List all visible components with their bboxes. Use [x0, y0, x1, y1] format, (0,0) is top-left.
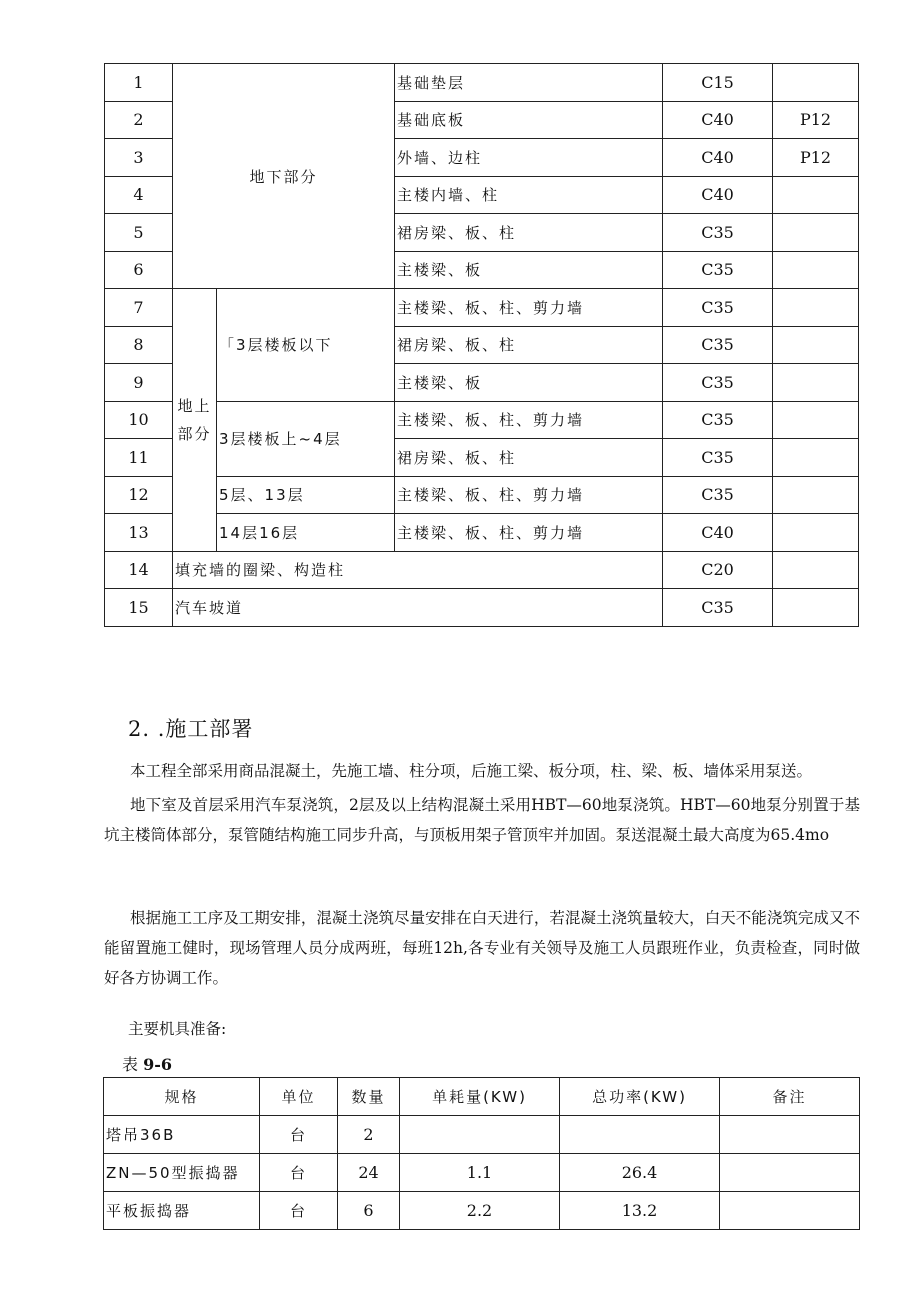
total-power: 26.4 [560, 1154, 720, 1192]
paragraph: 本工程全部采用商品混凝土，先施工墙、柱分项，后施工梁、板分项，柱、梁、板、墙体采用泵送。 [130, 762, 813, 780]
table-row [105, 64, 859, 102]
concrete-grade: C15 [663, 64, 773, 102]
construction-part: 基础底板 [395, 101, 663, 139]
equipment-table [103, 1077, 860, 1230]
note-cell [773, 514, 859, 552]
row-number: 13 [105, 514, 173, 552]
note-cell [773, 326, 859, 364]
equipment-label: 主要机具准备: [128, 1020, 227, 1038]
column-header: 规格 [104, 1078, 260, 1116]
concrete-grade: C35 [663, 364, 773, 402]
row-number: 15 [105, 589, 173, 627]
unit: 台 [260, 1116, 338, 1154]
table-row [105, 289, 859, 327]
total-power: 13.2 [560, 1192, 720, 1230]
concrete-grade: C35 [663, 289, 773, 327]
quantity: 24 [338, 1154, 400, 1192]
unit: 台 [260, 1154, 338, 1192]
concrete-grade: C40 [663, 139, 773, 177]
note-cell: P12 [773, 101, 859, 139]
construction-part: 填充墙的圈梁、构造柱 [173, 551, 663, 589]
table-row [105, 551, 859, 589]
above-ground-label-line-2: 部分 [177, 424, 212, 443]
concrete-grade: C40 [663, 176, 773, 214]
unit-power: 1.1 [400, 1154, 560, 1192]
concrete-grade: C35 [663, 214, 773, 252]
above-ground-section-label [173, 289, 217, 552]
paragraph: 根据施工工序及工期安排，混凝土浇筑尽量安排在白天进行，若混凝土浇筑量较大，白天不能浇筑完成又不能留置施工健时，现场管理人员分成两班，每班12h,各专业有关领导及施工人员跟班作业，负责检查，同时做好各方协调工作。 [104, 909, 860, 987]
row-number: 9 [105, 364, 173, 402]
note-cell: P12 [773, 139, 859, 177]
row-number: 4 [105, 176, 173, 214]
note-cell [720, 1192, 860, 1230]
floor-group: 14层16层 [217, 514, 395, 552]
construction-part: 主楼梁、板、柱、剪力墙 [395, 476, 663, 514]
column-header: 备注 [720, 1078, 860, 1116]
construction-part: 主楼梁、板、柱、剪力墙 [395, 514, 663, 552]
concrete-grade: C40 [663, 514, 773, 552]
construction-part: 主楼梁、板、柱、剪力墙 [395, 401, 663, 439]
row-number: 10 [105, 401, 173, 439]
row-number: 8 [105, 326, 173, 364]
table-caption [122, 1052, 172, 1075]
table-header-row [104, 1078, 860, 1116]
concrete-grade: C35 [663, 476, 773, 514]
note-cell [773, 176, 859, 214]
row-number: 12 [105, 476, 173, 514]
row-number: 6 [105, 251, 173, 289]
note-cell [773, 401, 859, 439]
note-cell [720, 1154, 860, 1192]
table-row [104, 1192, 860, 1230]
underground-section-label: 地下部分 [173, 64, 395, 289]
concrete-grade: C35 [663, 401, 773, 439]
note-cell [773, 439, 859, 477]
equipment-name: 平板振捣器 [104, 1192, 260, 1230]
equipment-name: 塔吊36B [104, 1116, 260, 1154]
construction-part: 汽车坡道 [173, 589, 663, 627]
construction-part: 裙房梁、板、柱 [395, 326, 663, 364]
above-ground-label-line-1: 地上 [177, 396, 212, 415]
construction-part: 主楼梁、板 [395, 251, 663, 289]
quantity: 6 [338, 1192, 400, 1230]
concrete-grade: C35 [663, 251, 773, 289]
note-cell [773, 589, 859, 627]
table-caption-number: 9-6 [143, 1055, 172, 1074]
note-cell [773, 551, 859, 589]
unit: 台 [260, 1192, 338, 1230]
column-header: 数量 [338, 1078, 400, 1116]
row-number: 3 [105, 139, 173, 177]
paragraph: 地下室及首层采用汽车泵浇筑，2层及以上结构混凝土采用HBT—60地泵浇筑。HBT—60地泵分别置于基坑主楼筒体部分，泵管随结构施工同步升高，与顶板用架子管顶牢并加固。泵送混凝土最大高度为65.4mo [104, 796, 860, 844]
table-row [105, 589, 859, 627]
column-header: 单耗量(KW) [400, 1078, 560, 1116]
table-row [105, 401, 859, 439]
concrete-grade: C35 [663, 589, 773, 627]
construction-part: 主楼内墙、柱 [395, 176, 663, 214]
construction-part: 裙房梁、板、柱 [395, 214, 663, 252]
floor-group: 「3层楼板以下 [217, 289, 395, 402]
unit-power: 2.2 [400, 1192, 560, 1230]
table-row [105, 476, 859, 514]
concrete-grade: C35 [663, 326, 773, 364]
floor-group: 5层、13层 [217, 476, 395, 514]
concrete-grade: C40 [663, 101, 773, 139]
construction-part: 主楼梁、板 [395, 364, 663, 402]
note-cell [773, 476, 859, 514]
equipment-name: ZN—50型振捣器 [104, 1154, 260, 1192]
section-heading: 2. .施工部署 [128, 717, 254, 741]
construction-part: 裙房梁、板、柱 [395, 439, 663, 477]
note-cell [773, 251, 859, 289]
note-cell [720, 1116, 860, 1154]
table-row [104, 1116, 860, 1154]
table-row [104, 1154, 860, 1192]
note-cell [773, 214, 859, 252]
construction-part: 基础垫层 [395, 64, 663, 102]
column-header: 总功率(KW) [560, 1078, 720, 1116]
construction-part: 外墙、边柱 [395, 139, 663, 177]
row-number: 5 [105, 214, 173, 252]
column-header: 单位 [260, 1078, 338, 1116]
concrete-grade: C20 [663, 551, 773, 589]
note-cell [773, 64, 859, 102]
row-number: 2 [105, 101, 173, 139]
quantity: 2 [338, 1116, 400, 1154]
note-cell [773, 364, 859, 402]
floor-group: 3层楼板上~4层 [217, 401, 395, 476]
total-power [560, 1116, 720, 1154]
row-number: 11 [105, 439, 173, 477]
row-number: 1 [105, 64, 173, 102]
construction-part: 主楼梁、板、柱、剪力墙 [395, 289, 663, 327]
concrete-grade-table [104, 63, 859, 627]
note-cell [773, 289, 859, 327]
table-caption-prefix: 表 [122, 1055, 144, 1074]
row-number: 14 [105, 551, 173, 589]
row-number: 7 [105, 289, 173, 327]
unit-power [400, 1116, 560, 1154]
table-row [105, 514, 859, 552]
concrete-grade: C35 [663, 439, 773, 477]
